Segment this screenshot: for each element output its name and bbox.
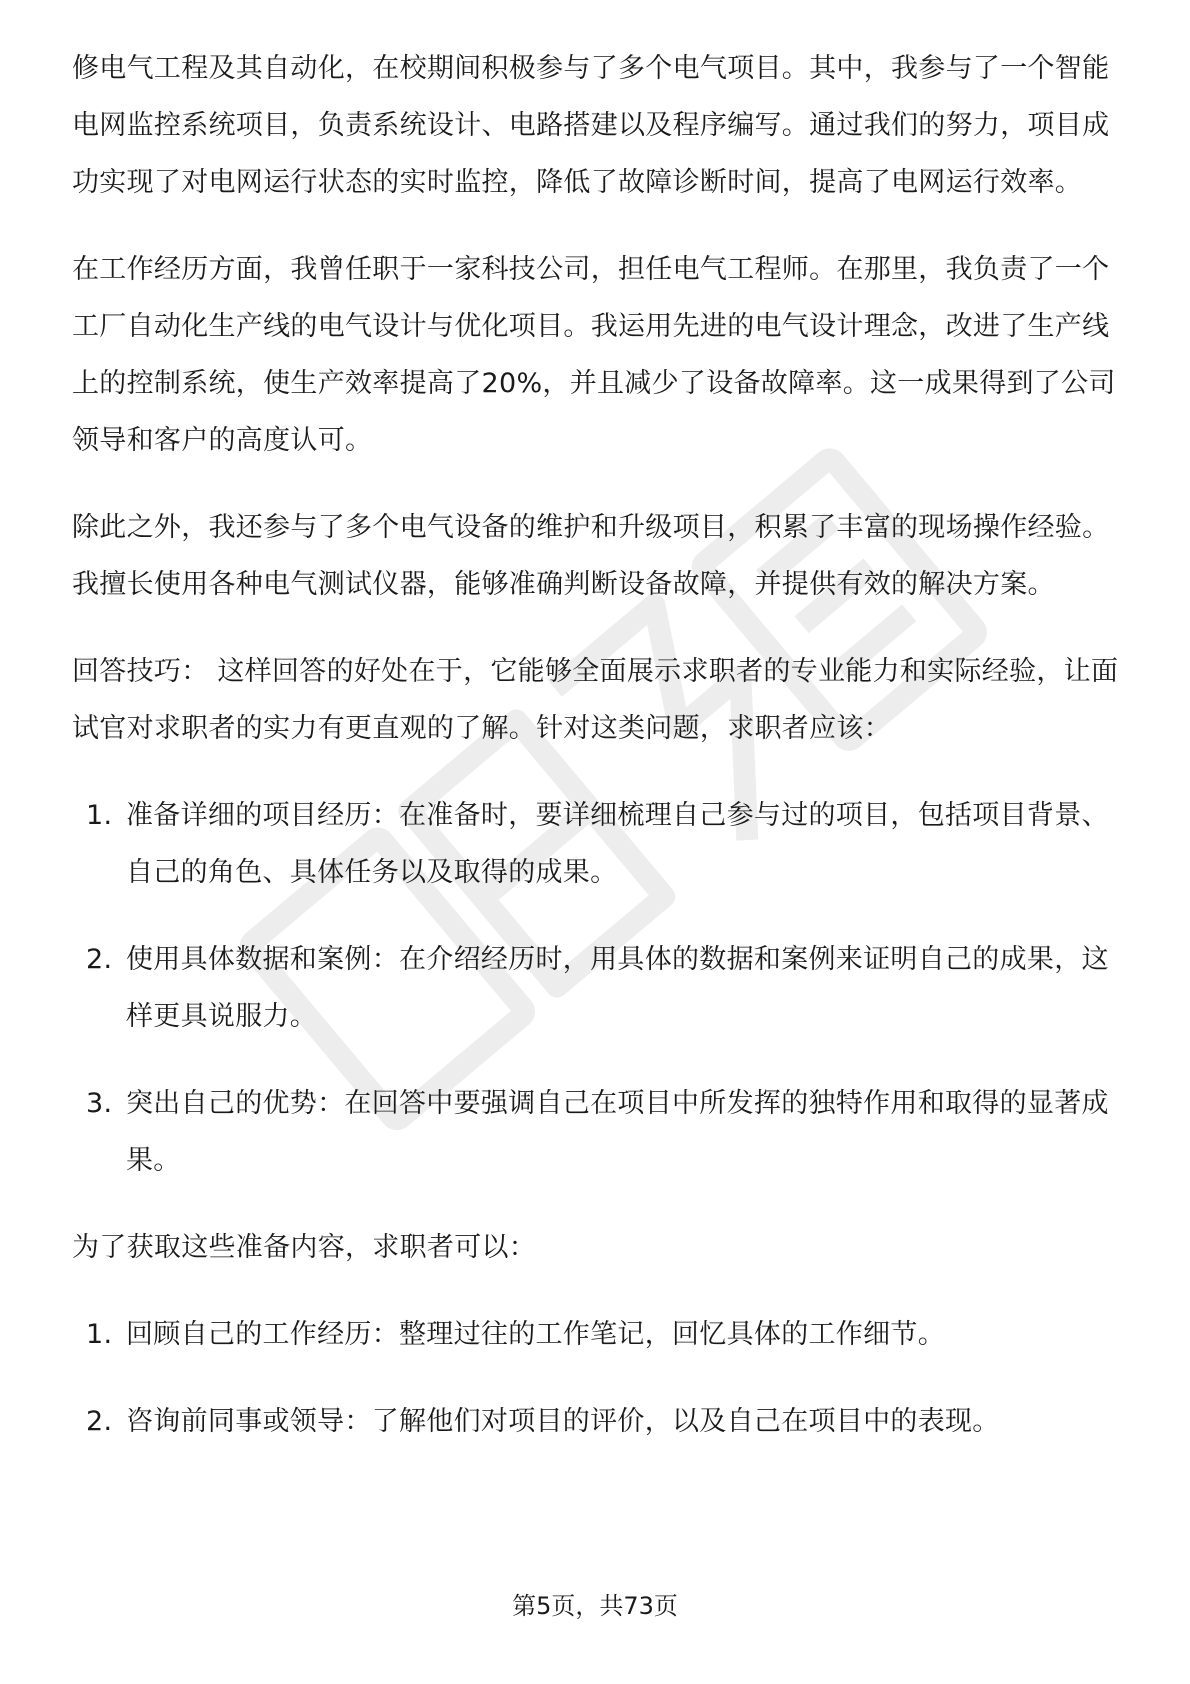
paragraph-education: 修电气工程及其自动化，在校期间积极参与了多个电气项目。其中，我参与了一个智能电网监控系统项目，负责系统设计、电路搭建以及程序编写。通过我们的努力，项目成功实现了对电网运行状态的实时监控，降低了故障诊断时间，提高了电网运行效率。 [72, 53, 1110, 198]
list-item-number: 2. [86, 944, 113, 975]
list-item-text: 咨询前同事或领导：了解他们对项目的评价，以及自己在项目中的表现。 [126, 1406, 1000, 1437]
list-item [72, 1393, 1122, 1450]
tips-list [72, 787, 1122, 1189]
list-item-text: 回顾自己的工作经历：整理过往的工作笔记，回忆具体的工作细节。 [126, 1319, 945, 1350]
document-body [72, 40, 1122, 1480]
list-item [72, 1306, 1122, 1363]
paragraph-preparation: 为了获取这些准备内容，求职者可以： [72, 1232, 537, 1263]
paragraph-answer-tips: 回答技巧： 这样回答的好处在于，它能够全面展示求职者的专业能力和实际经验，让面试官对求职者的实力有更直观的了解。针对这类问题，求职者应该： [72, 656, 1119, 744]
paragraph-work-experience: 在工作经历方面，我曾任职于一家科技公司，担任电气工程师。在那里，我负责了一个工厂自动化生产线的电气设计与优化项目。我运用先进的电气设计理念，改进了生产线上的控制系统，使生产效率提高了20%，并且减少了设备故障率。这一成果得到了公司领导和客户的高度认可。 [72, 254, 1116, 456]
preparation-list [72, 1306, 1122, 1450]
page-footer: 第5页，共73页 [512, 1592, 678, 1620]
list-item [72, 931, 1122, 1045]
list-item [72, 787, 1122, 901]
list-item-number: 2. [86, 1406, 113, 1437]
list-item-text: 突出自己的优势：在回答中要强调自己在项目中所发挥的独特作用和取得的显著成果。 [126, 1088, 1109, 1176]
list-item-number: 1. [86, 800, 113, 831]
list-item-text: 准备详细的项目经历：在准备时，要详细梳理自己参与过的项目，包括项目背景、自己的角色、具体任务以及取得的成果。 [126, 800, 1109, 888]
list-item [72, 1075, 1122, 1189]
list-item-number: 1. [86, 1319, 113, 1350]
list-item-text: 使用具体数据和案例：在介绍经历时，用具体的数据和案例来证明自己的成果，这样更具说服力。 [126, 944, 1109, 1032]
list-item-number: 3. [86, 1088, 113, 1119]
paragraph-additional-experience: 除此之外，我还参与了多个电气设备的维护和升级项目，积累了丰富的现场操作经验。我擅长使用各种电气测试仪器，能够准确判断设备故障，并提供有效的解决方案。 [72, 512, 1110, 600]
